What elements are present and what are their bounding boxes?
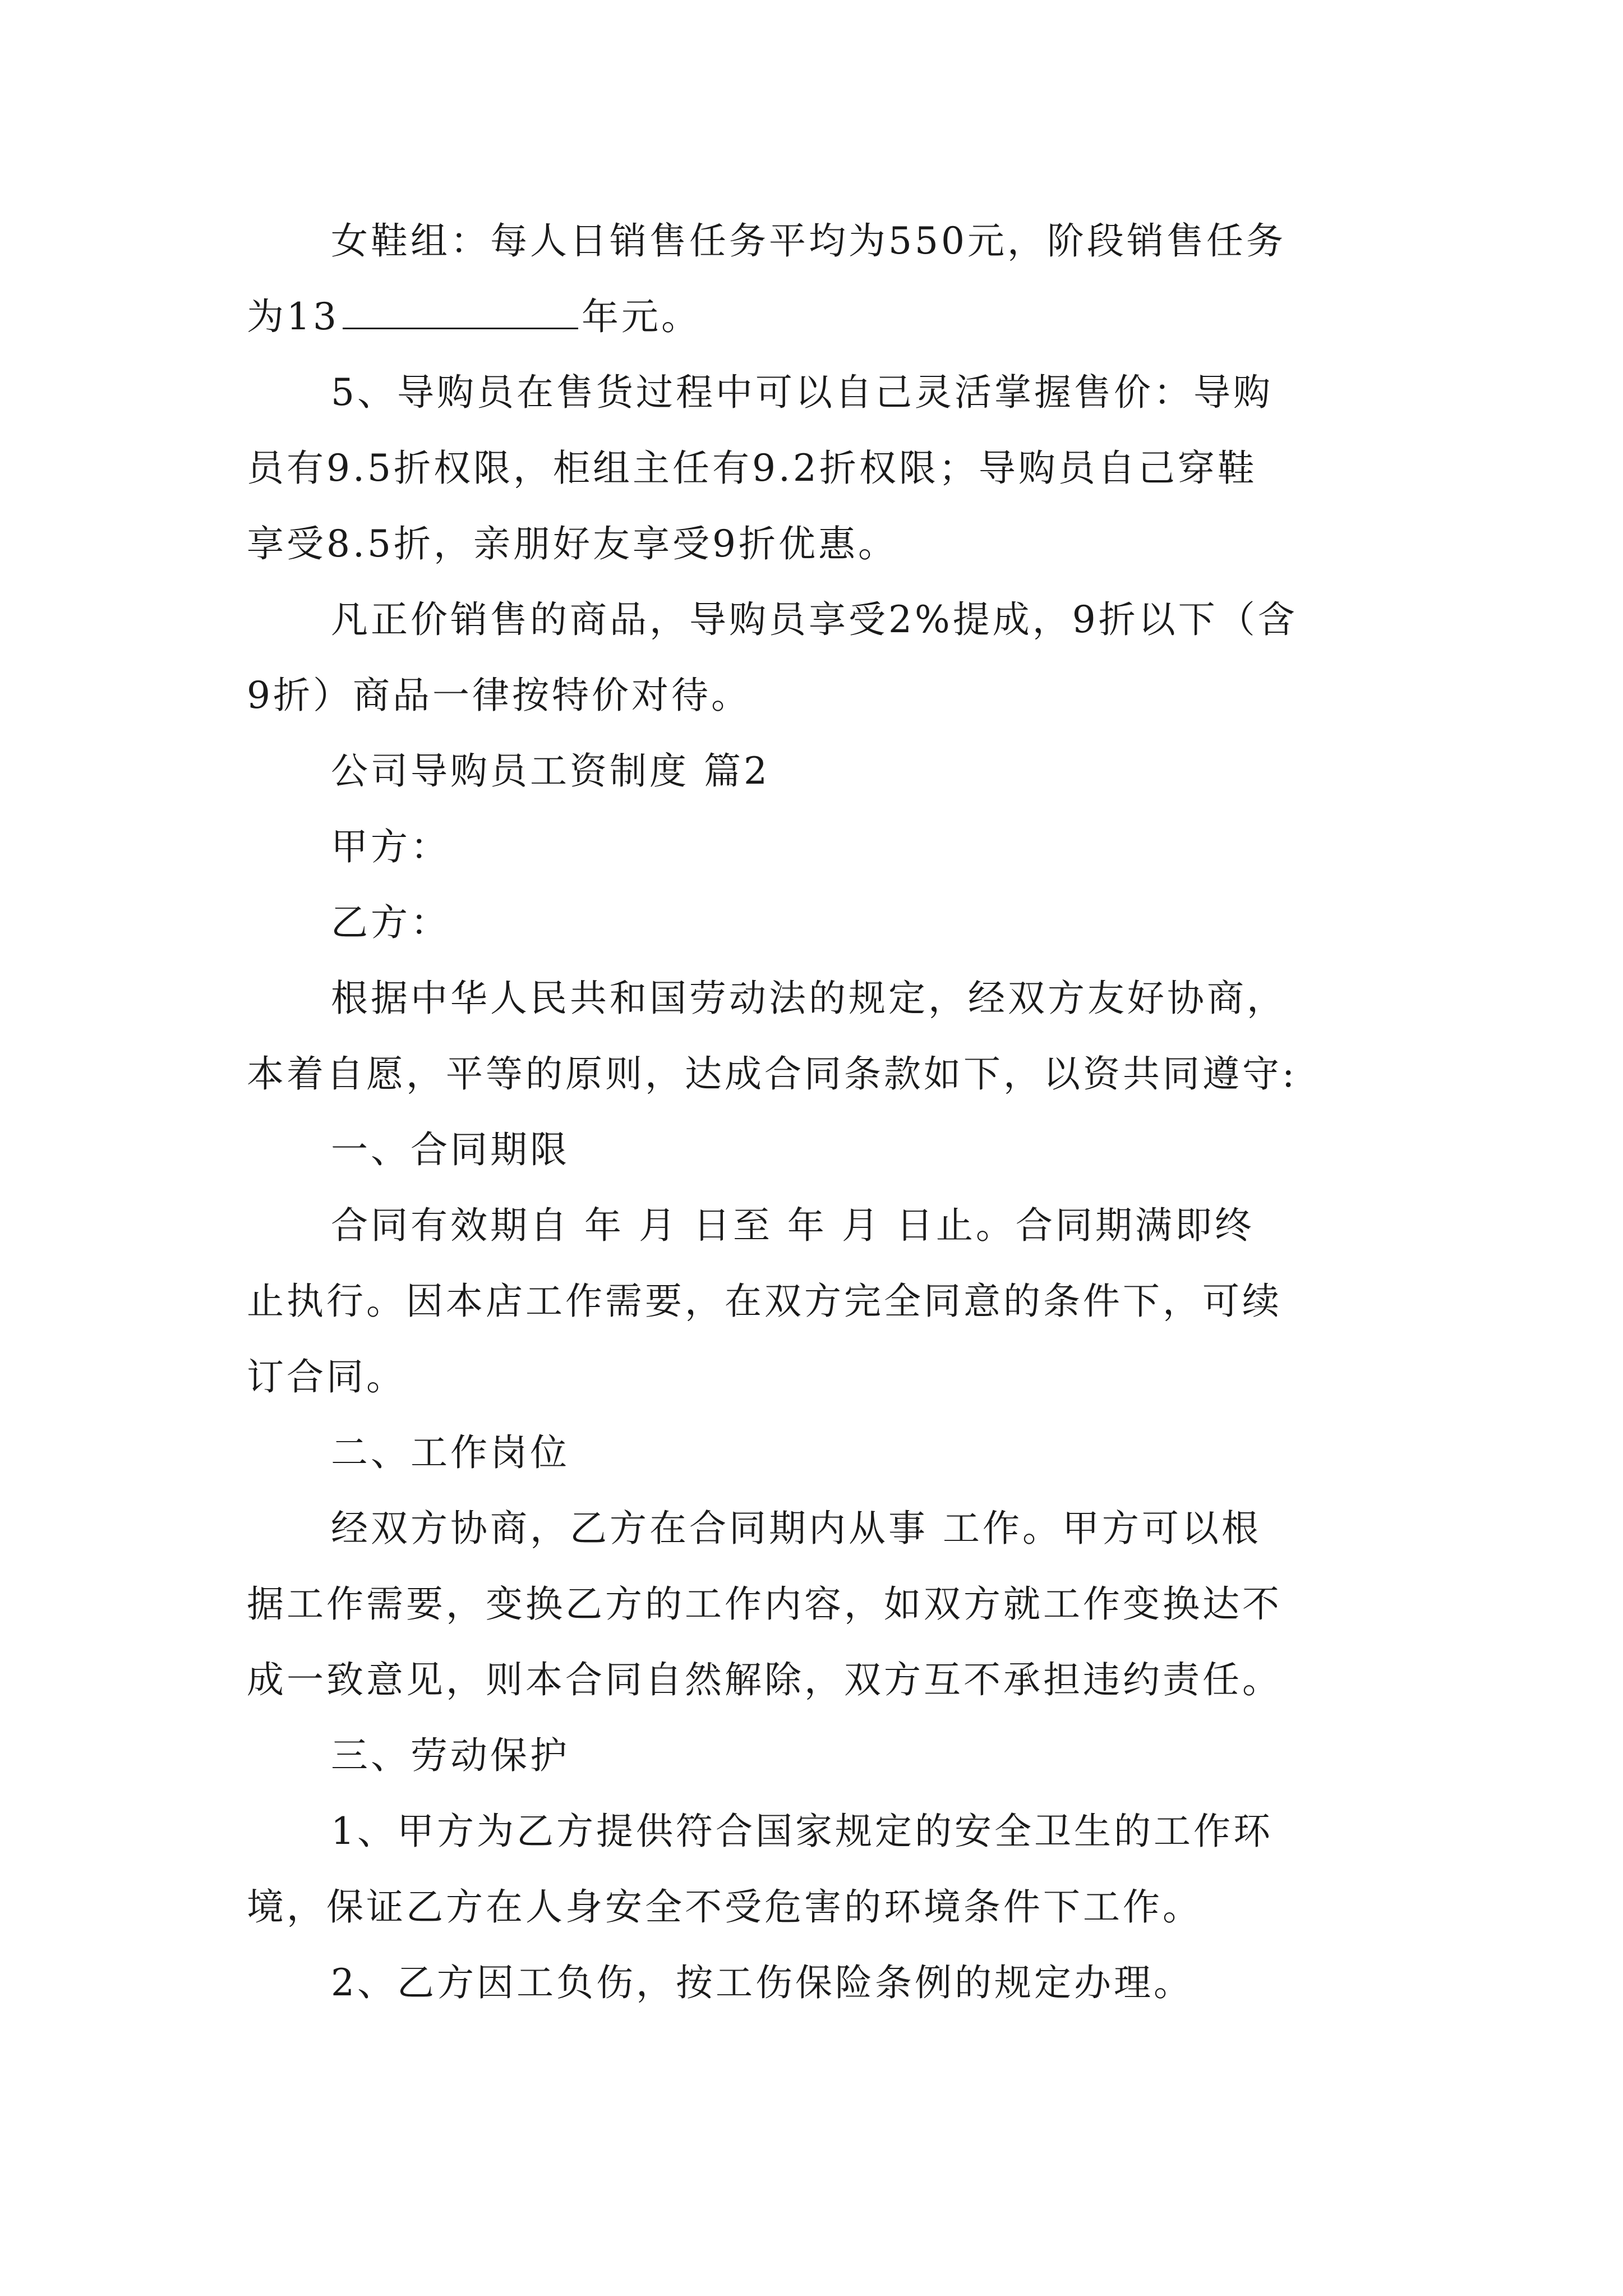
clause-heading: 一、合同期限 (331, 1128, 570, 1171)
paragraph-line: 本着自愿，平等的原则，达成合同条款如下，以资共同遵守: (247, 1052, 1298, 1096)
paragraph-line: 止执行。因本店工作需要，在双方完全同意的条件下，可续 (247, 1280, 1282, 1323)
clause-heading: 二、工作岗位 (331, 1431, 570, 1474)
line-text: 年元。 (581, 295, 701, 338)
paragraph-line: 经双方协商，乙方在合同期内从事 工作。甲方可以根 (331, 1507, 1261, 1550)
paragraph-line: 凡正价销售的商品，导购员享受2%提成，9折以下（含 (331, 598, 1298, 641)
paragraph-line: 根据中华人民共和国劳动法的规定，经双方友好协商， (331, 977, 1287, 1020)
line-text: 为13 (247, 295, 339, 338)
section-title: 公司导购员工资制度 篇2 (331, 749, 770, 793)
paragraph-line: 女鞋组：每人日销售任务平均为550元，阶段销售任务 (331, 219, 1286, 263)
paragraph-line: 9折）商品一律按特价对待。 (247, 674, 751, 717)
clause-heading: 三、劳动保护 (331, 1734, 570, 1777)
paragraph-line: 1、甲方为乙方提供符合国家规定的安全卫生的工作环 (331, 1810, 1273, 1853)
paragraph-line: 据工作需要，变换乙方的工作内容，如双方就工作变换达不 (247, 1582, 1282, 1626)
party-b-label: 乙方： (331, 901, 450, 944)
paragraph-line: 享受8.5折，亲朋好友享受9折优惠。 (247, 522, 898, 565)
paragraph-line: 5、导购员在售货过程中可以自己灵活掌握售价：导购 (331, 371, 1273, 414)
party-a-label: 甲方： (331, 825, 450, 868)
paragraph-line: 订合同。 (247, 1355, 406, 1398)
paragraph-line: 员有9.5折权限，柜组主任有9.2折权限；导购员自己穿鞋 (247, 447, 1257, 490)
fill-in-blank (343, 294, 578, 329)
paragraph-line: 2、乙方因工负伤，按工伤保险条例的规定办理。 (331, 1961, 1193, 2004)
paragraph-line: 成一致意见，则本合同自然解除，双方互不承担违约责任。 (247, 1658, 1282, 1701)
paragraph-line: 境，保证乙方在人身安全不受危害的环境条件下工作。 (247, 1885, 1202, 1929)
paragraph-line (247, 292, 701, 342)
paragraph-line: 合同有效期自 年 月 日至 年 月 日止。合同期满即终 (331, 1204, 1255, 1247)
